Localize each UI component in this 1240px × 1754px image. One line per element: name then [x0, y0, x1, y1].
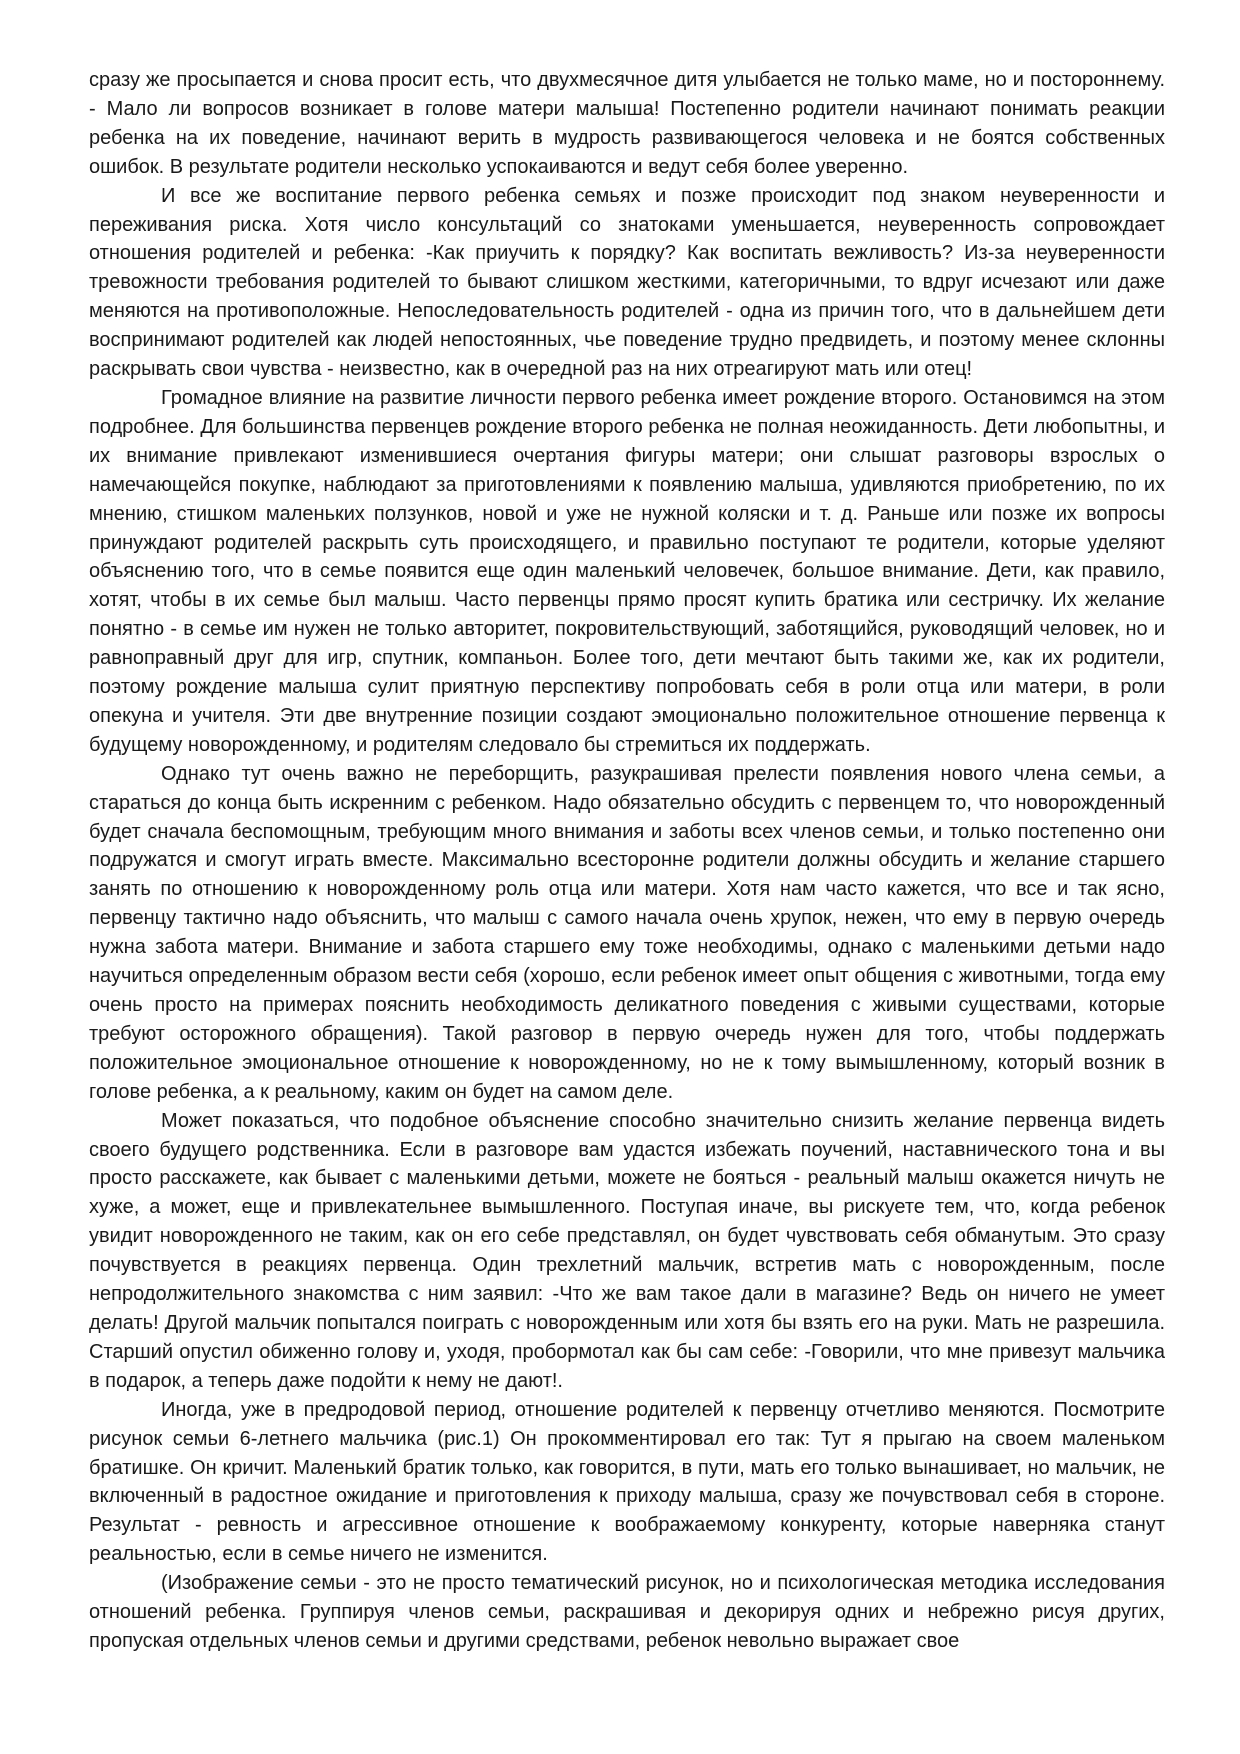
paragraph: Громадное влияние на развитие личности первого ребенка имеет рождение второго. Остановимся на этом подробнее. Для большинства первенцев рождение второго ребенка не полная неожиданность. Дети любопытны, и их внимание привлекают изменившиеся очертания фигуры матери; они слышат разговоры взрослых о намечающейся покупке, наблюдают за приготовлениями к появлению малыша, удивляются приобретению, по их мнению, стишком маленьких ползунков, новой и уже не нужной коляски и т. д. Раньше или позже их вопросы принуждают родителей раскрыть суть происходящего, и правильно поступают те родители, которые уделяют объяснению того, что в семье появится еще один маленький человечек, большое внимание. Дети, как правило, хотят, чтобы в их семье был малыш. Часто первенцы прямо просят купить братика или сестричку. Их желание понятно - в семье им нужен не только авторитет, покровительствующий, заботящийся, руководящий человек, но и равноправный друг для игр, спутник, компаньон. Более того, дети мечтают быть такими же, как их родители, поэтому рождение малыша сулит приятную перспективу попробовать себя в роли отца или матери, в роли опекуна и учителя. Эти две внутренние позиции создают эмоционально положительное отношение первенца к будущему новорожденному, и родителям следовало бы стремиться их поддержать.	[89, 386, 1165, 756]
paragraph: Иногда, уже в предродовой период, отношение родителей к первенцу отчетливо меняются. Посмотрите рисунок семьи 6-летнего мальчика (рис.1) Он прокомментировал его так: Тут я прыгаю на своем маленьком братишке. Он кричит. Маленький братик только, как говорится, в пути, мать его только вынашивает, но мальчик, не включенный в радостное ожидание и приготовления к приходу малыша, сразу же почувствовал себя в стороне. Результат - ревность и агрессивное отношение к воображаемому конкуренту, которые наверняка станут реальностью, если в семье ничего не изменится.	[89, 1398, 1165, 1566]
document-page	[89, 66, 1165, 1656]
paragraph: И все же воспитание первого ребенка семьях и позже происходит под знаком неуверенности и переживания риска. Хотя число консультаций со знатоками уменьшается, неуверенность сопровождает отношения родителей и ребенка: -Как приучить к порядку? Как воспитать вежливость? Из-за неуверенности тревожности требования родителей то бывают слишком жесткими, категоричными, то вдруг исчезают или даже меняются на противоположные. Непоследовательность родителей - одна из причин того, что в дальнейшем дети воспринимают родителей как людей непостоянных, чье поведение трудно предвидеть, и поэтому менее склонны раскрывать свои чувства - неизвестно, как в очередной раз на них отреагируют мать или отец!	[89, 184, 1165, 381]
paragraph: Однако тут очень важно не переборщить, разукрашивая прелести появления нового члена семьи, а стараться до конца быть искренним с ребенком. Надо обязательно обсудить с первенцем то, что новорожденный будет сначала беспомощным, требующим много внимания и заботы всех членов семьи, и только постепенно они подружатся и смогут играть вместе. Максимально всесторонне родители должны обсудить и желание старшего занять по отношению к новорожденному роль отца или матери. Хотя нам часто кажется, что все и так ясно, первенцу тактично надо объяснить, что малыш с самого начала очень хрупок, нежен, что ему в первую очередь нужна забота матери. Внимание и забота старшего ему тоже необходимы, однако с маленькими детьми надо научиться определенным образом вести себя (хорошо, если ребенок имеет опыт общения с животными, тогда ему очень просто на примерах пояснить необходимость деликатного поведения с живыми существами, которые требуют осторожного обращения). Такой разговор в первую очередь нужен для того, чтобы поддержать положительное эмоциональное отношение к новорожденному, но не к тому вымышленному, который возник в голове ребенка, а к реальному, каким он будет на самом деле.	[89, 762, 1165, 1103]
paragraph: Может показаться, что подобное объяснение способно значительно снизить желание первенца видеть своего будущего родственника. Если в разговоре вам удастся избежать поучений, наставнического тона и вы просто расскажете, как бывает с маленькими детьми, можете не бояться - реальный малыш окажется ничуть не хуже, а может, еще и привлекательнее вымышленного. Поступая иначе, вы рискуете тем, что, когда ребенок увидит новорожденного не таким, как он его себе представлял, он будет чувствовать себя обманутым. Это сразу почувствуется в реакциях первенца. Один трехлетний мальчик, встретив мать с новорожденным, после непродолжительного знакомства с ним заявил: -Что же вам такое дали в магазине? Ведь он ничего не умеет делать! Другой мальчик попытался поиграть с новорожденным или хотя бы взять его на руки. Мать не разрешила. Старший опустил обиженно голову и, уходя, пробормотал как бы сам себе: -Говорили, что мне привезут мальчика в подарок, а теперь даже подойти к нему не дают!.	[89, 1109, 1165, 1392]
paragraph: (Изображение семьи - это не просто тематический рисунок, но и психологическая методика исследования отношений ребенка. Группируя членов семьи, раскрашивая и декорируя одних и небрежно рисуя других, пропуская отдельных членов семьи и другими средствами, ребенок невольно выражает свое	[89, 1572, 1165, 1652]
paragraph: сразу же просыпается и снова просит есть, что двухмесячное дитя улыбается не только маме, но и постороннему. - Мало ли вопросов возникает в голове матери малыша! Постепенно родители начинают понимать реакции ребенка на их поведение, начинают верить в мудрость развивающегося человека и не боятся собственных ошибок. В результате родители несколько успокаиваются и ведут себя более уверенно.	[89, 69, 1165, 178]
